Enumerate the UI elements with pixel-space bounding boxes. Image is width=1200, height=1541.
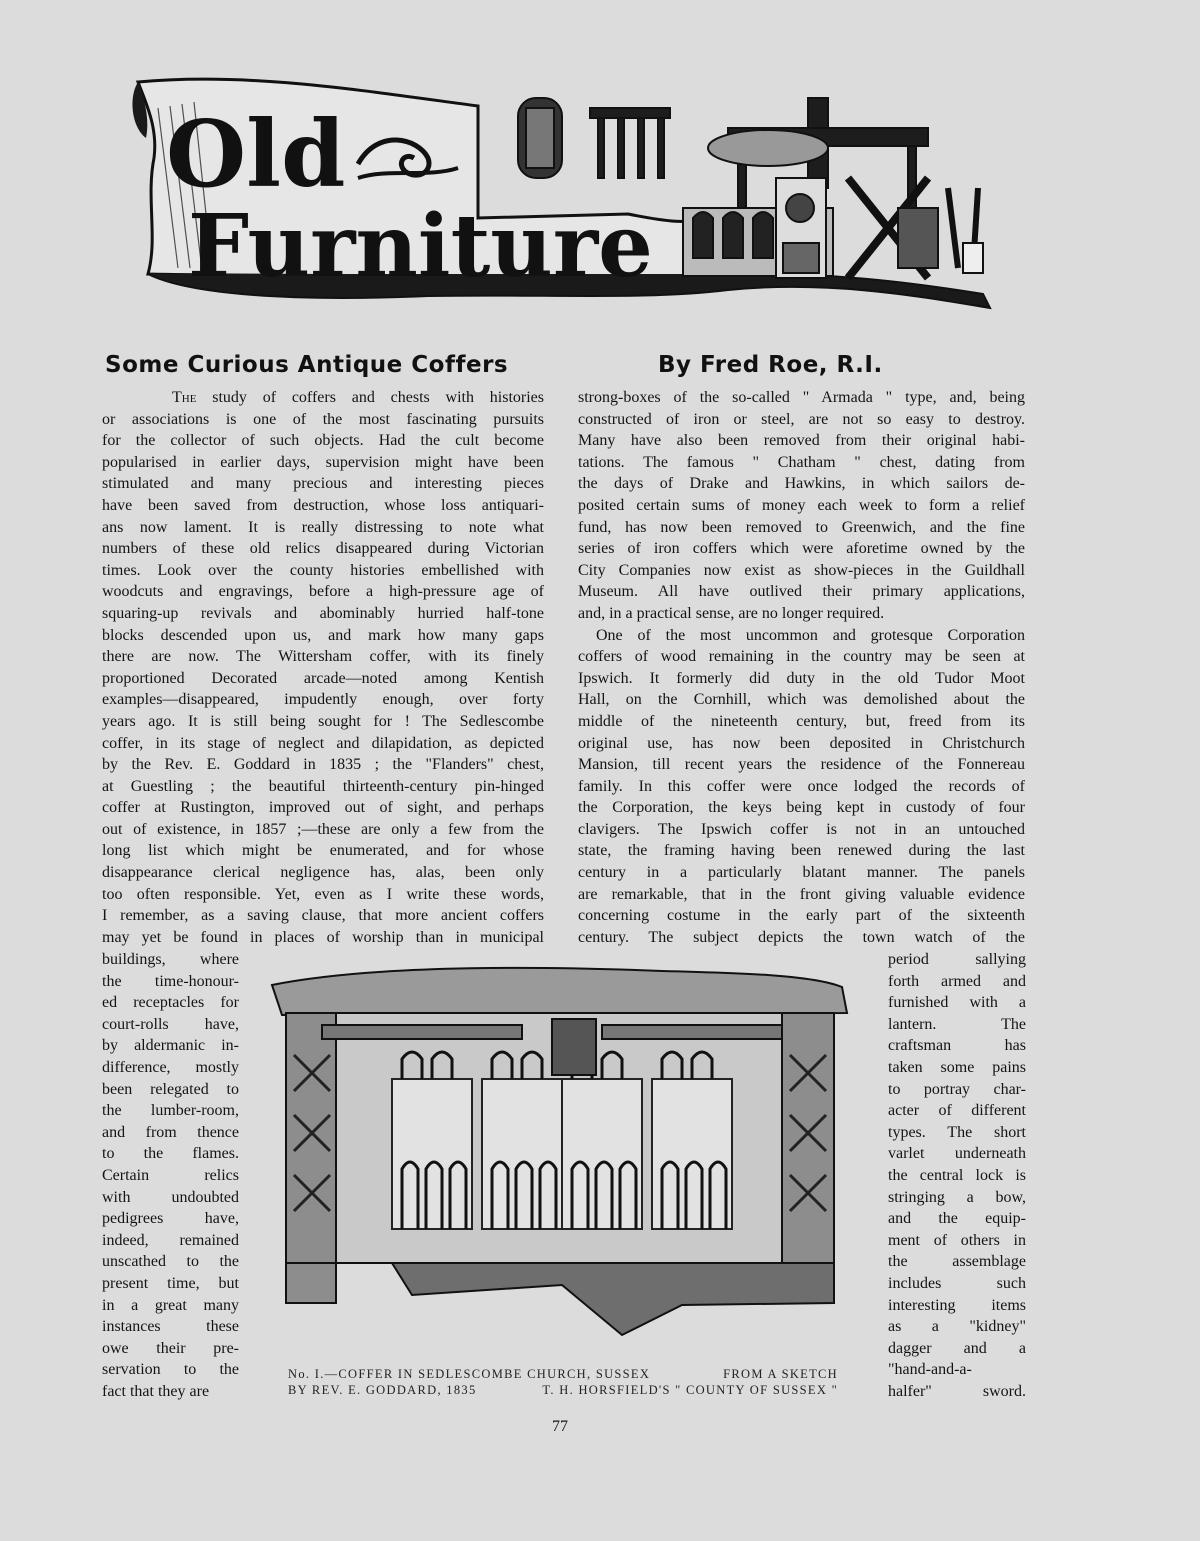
text-line: One of the most uncommon and grotesque Corporation (596, 626, 1025, 644)
text-line: coffers of wood remaining in the country may be seen at (578, 648, 1025, 666)
text-line: as a "kidney" (888, 1318, 1026, 1336)
text-line: numbers of these old relics disappeared during Victorian (102, 540, 544, 558)
text-line: and the equip- (888, 1210, 1026, 1228)
text-line: disappearance clerical negligence has, alas, been only (102, 864, 544, 882)
text-line: too often responsible. Yet, even as I write these words, (102, 885, 544, 903)
text-line: servation to the (102, 1361, 239, 1379)
right-column-narrow (888, 949, 1026, 1402)
text-line: concerning costume in the early part of the sixteenth (578, 907, 1025, 925)
svg-text:Furniture: Furniture (188, 196, 653, 297)
text-line: posited certain sums of money each week to form a relief (578, 496, 1025, 514)
text-line: owe their pre- (102, 1339, 239, 1357)
text-line: Many have also been removed from their original habi- (578, 432, 1025, 450)
text-line: acter of different (888, 1102, 1026, 1120)
caption-line1-right: FROM A SKETCH (723, 1367, 838, 1381)
text-line: squaring-up revivals and abominably hurried half-tone (102, 604, 544, 622)
text-line: fact that they are (102, 1382, 210, 1400)
text-line: by the Rev. E. Goddard in 1835 ; the "Flanders" chest, (102, 756, 544, 774)
text-line: Mansion, till recent years the residence of the Fonnereau (578, 756, 1025, 774)
text-line: forth armed and (888, 972, 1026, 990)
text-line: "hand-and-a- (888, 1361, 972, 1379)
left-column-narrow (102, 949, 239, 1402)
text-line: the days of Drake and Hawkins, in which sailors de- (578, 475, 1025, 493)
text-line: taken some pains (888, 1058, 1026, 1076)
text-line: out of existence, in 1857 ;—these are only a few from the (102, 820, 544, 838)
text-line: clavigers. The Ipswich coffer is not in an untouched (578, 820, 1025, 838)
text-line: long list which might be enumerated, and for whose (102, 842, 544, 860)
text-line: to portray char- (888, 1080, 1026, 1098)
text-line: times. Look over the county histories embellished with (102, 561, 544, 579)
text-line: coffer at Rustington, improved out of sight, and perhaps (102, 799, 544, 817)
text-line: with undoubted (102, 1188, 239, 1206)
text-line: stimulated and many precious and interesting pieces (102, 475, 544, 493)
text-line: lantern. The (888, 1015, 1026, 1033)
text-line: instances these (102, 1318, 239, 1336)
text-line: I remember, as a saving clause, that more ancient coffers (102, 907, 544, 925)
text-line: century in a particularly blatant manner. The panels (578, 864, 1025, 882)
text-line: indeed, remained (102, 1231, 239, 1249)
right-column-top (578, 387, 1025, 948)
text-line: includes such (888, 1274, 1026, 1292)
text-line: for the collector of such objects. Had the cult become (102, 432, 544, 450)
text-line: Hall, on the Cornhill, which was demolished about the (578, 691, 1025, 709)
text-line: to the flames. (102, 1145, 239, 1163)
caption-line1-left: No. I.—COFFER IN SEDLESCOMBE CHURCH, SUSSEX (288, 1367, 651, 1381)
text-line: have been saved from destruction, whose loss antiquari- (102, 496, 544, 514)
text-line: may yet be found in places of worship than in municipal (102, 928, 544, 946)
text-line: original use, has now been deposited in Christchurch (578, 734, 1025, 752)
text-line: years ago. It is still being sought for ! The Sedlescombe (102, 712, 544, 730)
text-line: and from thence (102, 1123, 239, 1141)
text-line: difference, mostly (102, 1058, 239, 1076)
text-line: the lumber-room, (102, 1102, 239, 1120)
svg-text:Old: Old (166, 100, 346, 208)
text-line: coffer, in its stage of neglect and dilapidation, as depicted (102, 734, 544, 752)
text-line: there are now. The Wittersham coffer, with its finely (102, 648, 544, 666)
text-line: the central lock is (888, 1166, 1026, 1184)
text-line: popularised in earlier days, supervision might have been (102, 453, 544, 471)
caption-line2-left: BY REV. E. GODDARD, 1835 (288, 1383, 477, 1397)
text-line: ed receptacles for (102, 994, 239, 1012)
left-column-top (102, 387, 544, 948)
text-line: City Companies now exist as show-pieces in the Guildhall (578, 561, 1025, 579)
text-line: constructed of iron or steel, are not so easy to destroy. (578, 410, 1025, 428)
text-line: types. The short (888, 1123, 1026, 1141)
text-line: halfer" sword. (888, 1382, 1026, 1400)
text-line: strong-boxes of the so-called " Armada " type, and, being (578, 389, 1025, 406)
text-line: Museum. All have outlived their primary applications, (578, 583, 1025, 601)
text-line: furnished with a (888, 994, 1026, 1012)
text-line: been relegated to (102, 1080, 239, 1098)
text-line: at Guestling ; the beautiful thirteenth-century pin-hinged (102, 777, 544, 795)
text-line: interesting items (888, 1296, 1026, 1314)
text-line: family. In this coffer were once lodged the records of (578, 777, 1025, 795)
text-line: by aldermanic in- (102, 1037, 239, 1055)
text-line: examples—disappeared, impudently enough, over forty (102, 691, 544, 709)
text-line: court-rolls have, (102, 1015, 239, 1033)
sedlescombe-coffer-illustration (262, 955, 858, 1365)
text-line: Ipswich. It formerly did duty in the old Tudor Moot (578, 669, 1025, 687)
text-line: ans now lament. It is really distressing to note what (102, 518, 544, 536)
text-line: proportioned Decorated arcade—noted among Kentish (102, 669, 544, 687)
text-line: or associations is one of the most fascinating pursuits (102, 410, 544, 428)
text-line: series of iron coffers which were aforetime owned by the (578, 540, 1025, 558)
old-furniture-masthead (128, 68, 998, 318)
article-title: Some Curious Antique Coffers (105, 352, 509, 378)
text-line: century. The subject depicts the town watch of the (578, 928, 1025, 946)
article-byline: By Fred Roe, R.I. (658, 352, 883, 378)
text-line: middle of the nineteenth century, but, freed from its (578, 712, 1025, 730)
text-line: are remarkable, that in the front giving valuable evidence (578, 885, 1025, 903)
text-line: and, in a practical sense, are no longer required. (578, 604, 885, 622)
text-line: the time-honour- (102, 972, 239, 990)
text-line: period sallying (888, 951, 1026, 968)
text-line: pedigrees have, (102, 1210, 239, 1228)
text-line: blocks descended upon us, and mark how many gaps (102, 626, 544, 644)
caption-line2-right: T. H. HORSFIELD'S " COUNTY OF SUSSEX " (542, 1383, 838, 1397)
text-line: The study of coffers and chests with histories (172, 389, 544, 406)
text-line: unscathed to the (102, 1253, 239, 1271)
page-number: 77 (552, 1418, 568, 1435)
text-line: in a great many (102, 1296, 239, 1314)
text-line: stringing a bow, (888, 1188, 1026, 1206)
text-line: woodcuts and engravings, before a high-pressure age of (102, 583, 544, 601)
text-line: the Corporation, the keys being kept in custody of four (578, 799, 1025, 817)
text-line: tations. The famous " Chatham " chest, dating from (578, 453, 1025, 471)
text-line: Certain relics (102, 1166, 239, 1184)
text-line: the assemblage (888, 1253, 1026, 1271)
text-line: state, the framing having been renewed during the last (578, 842, 1025, 860)
text-line: buildings, where (102, 951, 239, 968)
text-line: fund, has now been removed to Greenwich, and the fine (578, 518, 1025, 536)
text-line: ment of others in (888, 1231, 1026, 1249)
figure-caption (288, 1366, 838, 1398)
text-line: varlet underneath (888, 1145, 1026, 1163)
text-line: dagger and a (888, 1339, 1026, 1357)
text-line: craftsman has (888, 1037, 1026, 1055)
text-line: present time, but (102, 1274, 239, 1292)
